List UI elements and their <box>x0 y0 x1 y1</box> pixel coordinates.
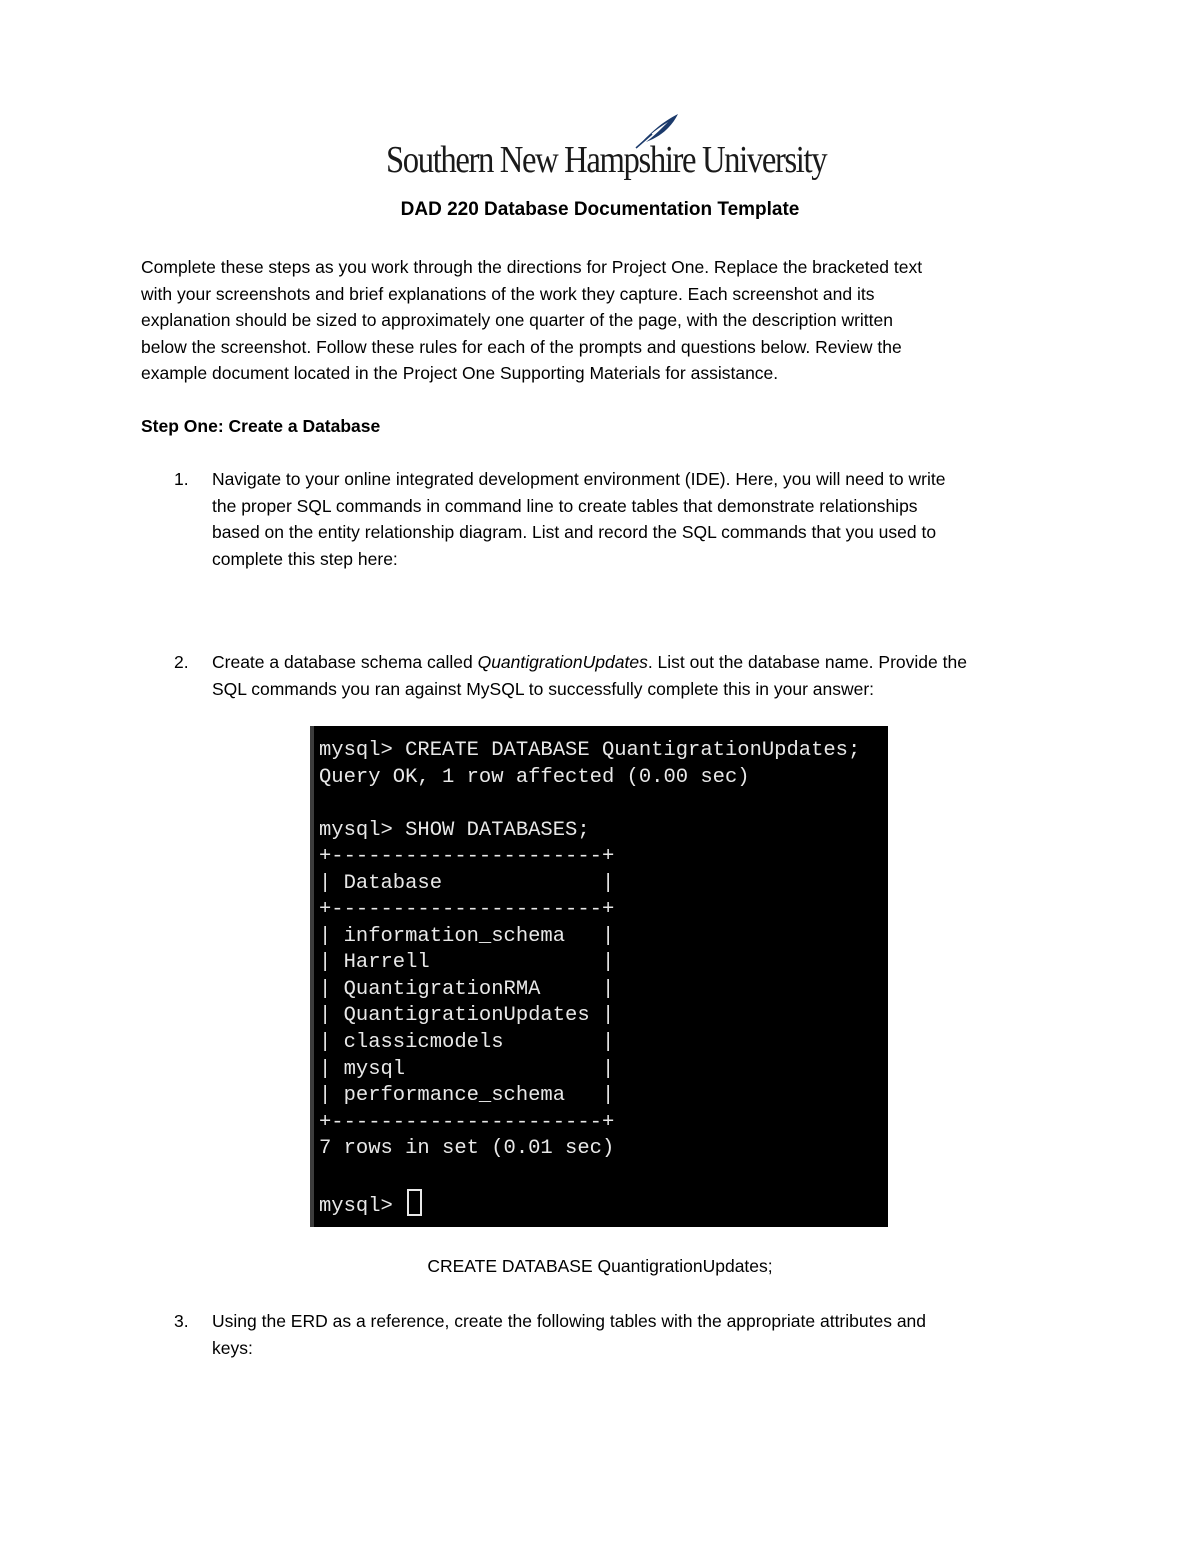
terminal-line: | Database | <box>319 871 615 895</box>
step-one-heading: Step One: Create a Database <box>141 416 381 436</box>
list-line-part: . List out the database name. Provide the <box>647 652 967 672</box>
terminal-cursor <box>407 1189 422 1216</box>
terminal-line: | information_schema | <box>319 924 615 948</box>
intro-line: example document located in the Project One Supporting Materials for assistance. <box>141 363 779 383</box>
terminal-line: +----------------------+ <box>319 898 615 922</box>
list-number: 2. <box>174 652 189 672</box>
terminal-prompt: mysql> <box>319 1195 406 1219</box>
list-item-text <box>212 466 1092 572</box>
list-line: based on the entity relationship diagram. List and record the SQL commands that you used to <box>212 522 937 542</box>
terminal-line: | QuantigrationUpdates | <box>319 1004 615 1028</box>
list-line: complete this step here: <box>212 548 398 569</box>
terminal-line: mysql> SHOW DATABASES; <box>319 818 590 842</box>
list-line: Using the ERD as a reference, create the following tables with the appropriate attributes and <box>212 1311 927 1331</box>
intro-line: with your screenshots and brief explanations of the work they capture. Each screenshot and its <box>141 283 875 304</box>
list-line: SQL commands you ran against MySQL to successfully complete this in your answer: <box>212 678 875 699</box>
terminal-line: | classicmodels | <box>319 1031 615 1055</box>
intro-paragraph <box>141 254 1071 387</box>
terminal-line: | QuantigrationRMA | <box>319 977 615 1001</box>
terminal-line: | mysql | <box>319 1057 615 1081</box>
document-title: DAD 220 Database Documentation Template <box>400 199 800 220</box>
list-line: keys: <box>212 1337 253 1358</box>
terminal-line: | performance_schema | <box>319 1084 615 1108</box>
list-line: the proper SQL commands in command line to create tables that demonstrate relationships <box>212 495 918 516</box>
terminal-line <box>319 1163 860 1190</box>
university-logo <box>386 112 827 184</box>
terminal-line: +----------------------+ <box>319 845 615 869</box>
terminal-line: | Harrell | <box>319 951 615 975</box>
list-item-text <box>212 1308 1092 1361</box>
list-item-text <box>212 649 1092 702</box>
list-line-part: Create a database schema called <box>212 652 478 672</box>
logo-text: Southern New Hampshire University <box>386 139 827 181</box>
terminal-line: 7 rows in set (0.01 sec) <box>319 1137 615 1161</box>
intro-line: below the screenshot. Follow these rules for each of the prompts and questions below. Review the <box>141 336 902 357</box>
terminal-prompt-line <box>319 1189 860 1219</box>
intro-line: Complete these steps as you work through the directions for Project One. Replace the bracketed text <box>141 257 923 277</box>
terminal-line: mysql> CREATE DATABASE QuantigrationUpdates; <box>319 739 861 762</box>
terminal-screenshot <box>310 726 888 1227</box>
terminal-line: +----------------------+ <box>319 1110 615 1134</box>
list-line: Navigate to your online integrated development environment (IDE). Here, you will need to write <box>212 469 946 489</box>
list-line <box>212 649 1092 676</box>
terminal-line <box>319 791 860 818</box>
terminal-output <box>319 738 861 1219</box>
screenshot-caption: CREATE DATABASE QuantigrationUpdates; <box>427 1256 773 1276</box>
list-number: 3. <box>174 1311 189 1331</box>
list-number: 1. <box>174 469 189 489</box>
schema-name: QuantigrationUpdates <box>477 652 648 672</box>
terminal-line: Query OK, 1 row affected (0.00 sec) <box>319 765 750 789</box>
intro-line: explanation should be sized to approximately one quarter of the page, with the description written <box>141 310 893 330</box>
